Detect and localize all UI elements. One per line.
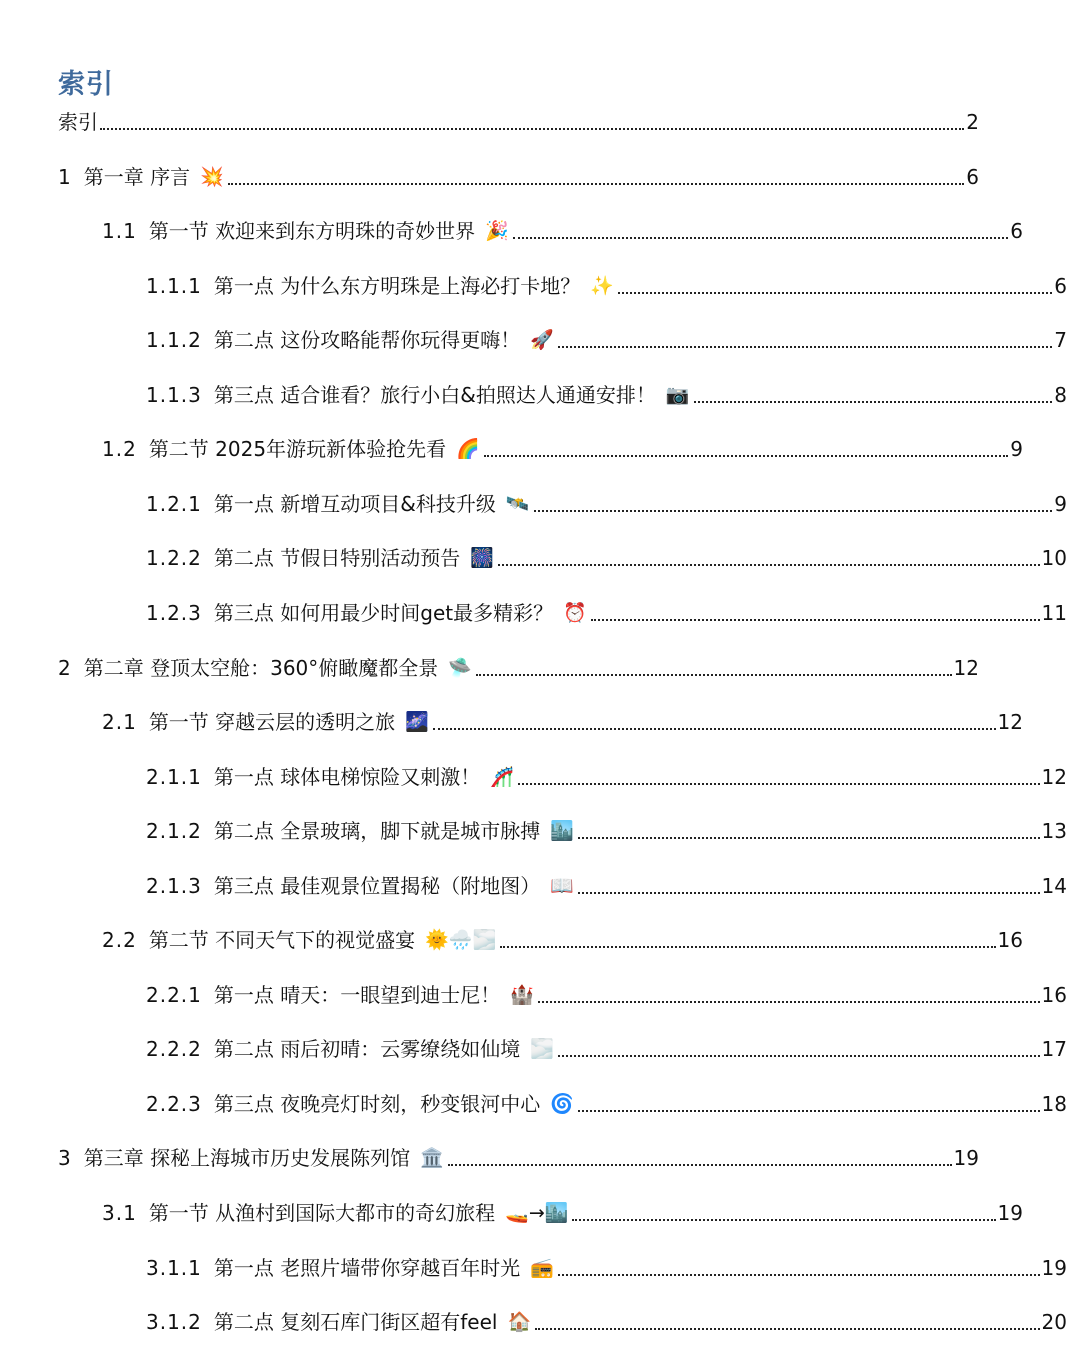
toc-entry-number: 1.2 [102,437,137,461]
toc-entry-number: 2.2 [102,928,137,952]
toc-entry-number: 3.1 [102,1201,137,1225]
toc-entry-label [102,708,429,736]
dot-leader [534,510,1053,512]
dot-leader [578,1110,1040,1112]
toc-entry[interactable] [0,1090,1067,1118]
dot-leader [476,674,952,676]
toc-entry-label [58,1144,444,1172]
toc-entry-number: 2.1.2 [146,819,202,843]
toc-entry-page-number: 6 [966,165,979,189]
dot-leader [498,564,1040,566]
emoji-icon: 🏰 [510,984,534,1006]
toc-entry-label [102,926,496,954]
dot-leader [484,455,1009,457]
dot-leader [694,401,1053,403]
toc-entry-number: 2.2.3 [146,1092,202,1116]
toc-entry-title: 第一点 球体电梯惊险又刺激！ [213,765,481,789]
toc-entry-number: 1.1.2 [146,328,202,352]
toc-entry-title: 第二点 复刻石库门街区超有feel [213,1310,498,1334]
toc-entry-label [58,163,224,191]
toc-entry-number: 1.2.1 [146,492,202,516]
toc-entry-title: 第二点 节假日特别活动预告 [213,546,461,570]
emoji-icon: 🌈 [456,438,480,460]
toc-entry-page-number: 2 [966,110,979,134]
dot-leader [558,346,1052,348]
toc-entry-number: 1.1.3 [146,383,202,407]
emoji-icon: ✨ [590,275,614,297]
toc-entry-page-number: 16 [1041,983,1067,1007]
toc-entry[interactable] [0,1254,1067,1282]
dot-leader [228,183,965,185]
toc-entry-title: 第一点 新增互动项目&科技升级 [213,492,496,516]
toc-heading: 索引 [58,69,114,100]
toc-entry-page-number: 12 [953,656,979,680]
toc-entry-label [146,544,494,572]
toc-entry-number: 2.2.1 [146,983,202,1007]
toc-entry-label [146,763,514,791]
toc-entry[interactable] [0,435,1023,463]
toc-entry-title: 第一章 序言 [83,165,191,189]
dot-leader [433,728,996,730]
toc-entry-page-number: 20 [1041,1310,1067,1334]
dot-leader [618,292,1052,294]
toc-entry[interactable] [0,1035,1067,1063]
toc-entry-label [146,490,530,518]
toc-entry-title: 第一点 老照片墙带你穿越百年时光 [213,1256,521,1280]
dot-leader [578,892,1040,894]
emoji-icon: 🎆 [470,547,494,569]
emoji-icon: 🛸 [448,657,472,679]
toc-entry[interactable] [0,926,1023,954]
toc-entry-title: 第三点 适合谁看？旅行小白&拍照达人通通安排！ [213,383,656,407]
toc-entry-number: 1.2.2 [146,546,202,570]
toc-entry-number: 3 [58,1146,72,1170]
toc-entry-page-number: 9 [1054,492,1067,516]
toc-entry[interactable] [0,599,1067,627]
toc-entry-page-number: 11 [1041,601,1067,625]
emoji-icon: ⏰ [563,602,587,624]
toc-entry-page-number: 14 [1041,874,1067,898]
toc-entry-title: 第二节 不同天气下的视觉盛宴 [148,928,416,952]
toc-entry-number: 2.1.3 [146,874,202,898]
toc-entry-page-number: 19 [1041,1256,1067,1280]
toc-entry[interactable] [0,1308,1067,1336]
dot-leader [500,946,995,948]
emoji-icon: 🌌 [405,711,429,733]
toc-entry[interactable] [0,872,1067,900]
toc-entry-page-number: 12 [1041,765,1067,789]
dot-leader [100,128,964,130]
dot-leader [535,1328,1039,1330]
emoji-icon: 🛰️ [505,493,530,515]
toc-entry-label [102,217,509,245]
toc-entry-label [146,981,534,1009]
emoji-icon: 💥 [200,166,224,188]
toc-entry-title: 第三点 夜晚亮灯时刻，秒变银河中心 [213,1092,541,1116]
toc-entry[interactable] [0,708,1023,736]
toc-entry-page-number: 12 [997,710,1023,734]
toc-entry-page-number: 6 [1054,274,1067,298]
toc-entry-label [146,272,614,300]
toc-entry-title: 第一节 穿越云层的透明之旅 [148,710,396,734]
toc-entry-page-number: 6 [1010,219,1023,243]
emoji-icon: 🎉 [485,220,509,242]
emoji-icon: 🌫️ [530,1038,554,1060]
toc-entry-label [146,817,574,845]
toc-entry-page-number: 19 [953,1146,979,1170]
toc-entry-number: 2 [58,656,72,680]
toc-entry-number: 1.1.1 [146,274,202,298]
toc-entry-label [146,381,690,409]
toc-entry-label [58,108,98,136]
toc-entry[interactable] [0,108,979,136]
dot-leader [572,1219,995,1221]
toc-entry-label [102,435,480,463]
toc-entry[interactable] [0,981,1067,1009]
emoji-icon: 🌞🌧️🌫️ [425,929,497,951]
emoji-icon: 🚀 [530,329,554,351]
emoji-icon: 📻 [530,1257,554,1279]
toc-entry-label [146,1035,554,1063]
toc-entry[interactable] [0,381,1067,409]
toc-entry-title: 第三点 如何用最少时间get最多精彩？ [213,601,554,625]
dot-leader [578,837,1040,839]
toc-entry-title: 第三章 探秘上海城市历史发展陈列馆 [83,1146,411,1170]
toc-entry-title: 第二点 这份攻略能帮你玩得更嗨！ [213,328,521,352]
toc-entry[interactable] [0,763,1067,791]
toc-entry-page-number: 8 [1054,383,1067,407]
toc-entry-page-number: 18 [1041,1092,1067,1116]
toc-entry-number: 2.1.1 [146,765,202,789]
dot-leader [558,1274,1040,1276]
toc-entry-number: 3.1.2 [146,1310,202,1334]
dot-leader [448,1164,952,1166]
emoji-icon: 🎢 [490,766,514,788]
emoji-icon: 📖 [550,875,574,897]
toc-entry[interactable] [0,1199,1023,1227]
toc-entry-label [102,1199,568,1227]
toc-entry-label [146,1308,531,1336]
toc-entry-page-number: 17 [1041,1037,1067,1061]
dot-leader [538,1001,1040,1003]
toc-entry-label [58,654,472,682]
toc-entry-page-number: 10 [1041,546,1067,570]
toc-entry-label [146,326,554,354]
toc-entry[interactable] [0,217,1023,245]
toc-entry[interactable] [0,544,1067,572]
toc-entry-title: 第一点 晴天：一眼望到迪士尼！ [213,983,501,1007]
toc-entry[interactable] [0,490,1067,518]
toc-entry-title: 第一节 从渔村到国际大都市的奇幻旅程 [148,1201,496,1225]
toc-entry-title: 索引 [58,110,98,134]
toc-entry-number: 2.1 [102,710,137,734]
toc-entry-title: 第二点 雨后初晴：云雾缭绕如仙境 [213,1037,521,1061]
toc-entry-title: 第二点 全景玻璃，脚下就是城市脉搏 [213,819,541,843]
toc-entry-title: 第二章 登顶太空舱：360°俯瞰魔都全景 [83,656,439,680]
emoji-icon: 🚤→🏙️ [505,1202,569,1224]
toc-entry[interactable] [0,272,1067,300]
toc-entry-page-number: 9 [1010,437,1023,461]
toc-entry[interactable] [0,1144,979,1172]
toc-entry-number: 1.2.3 [146,601,202,625]
toc-entry-label [146,1254,554,1282]
emoji-icon: 📷 [665,384,690,406]
emoji-icon: 🌀 [550,1093,574,1115]
toc-entry-number: 1 [58,165,72,189]
toc-entry-number: 2.2.2 [146,1037,202,1061]
toc-entry-page-number: 16 [997,928,1023,952]
toc-entry-label [146,872,574,900]
toc-entry-page-number: 19 [997,1201,1023,1225]
toc-entry[interactable] [0,817,1067,845]
emoji-icon: 🏛️ [420,1147,444,1169]
toc-entry-title: 第一点 为什么东方明珠是上海必打卡地？ [213,274,581,298]
emoji-icon: 🏙️ [550,820,574,842]
toc-entry-title: 第一节 欢迎来到东方明珠的奇妙世界 [148,219,476,243]
toc-entry[interactable] [0,654,979,682]
dot-leader [591,619,1040,621]
toc-entry-page-number: 7 [1054,328,1067,352]
dot-leader [513,237,1008,239]
toc-entry-title: 第三点 最佳观景位置揭秘（附地图） [213,874,541,898]
toc-entry-label [146,599,587,627]
emoji-icon: 🏠 [507,1311,532,1333]
dot-leader [518,783,1040,785]
toc-entry-number: 3.1.1 [146,1256,202,1280]
toc-entry-title: 第二节 2025年游玩新体验抢先看 [148,437,447,461]
dot-leader [558,1055,1040,1057]
toc-entry-label [146,1090,574,1118]
toc-entry[interactable] [0,326,1067,354]
toc-entry-number: 1.1 [102,219,137,243]
toc-entry-page-number: 13 [1041,819,1067,843]
toc-entry[interactable] [0,163,979,191]
